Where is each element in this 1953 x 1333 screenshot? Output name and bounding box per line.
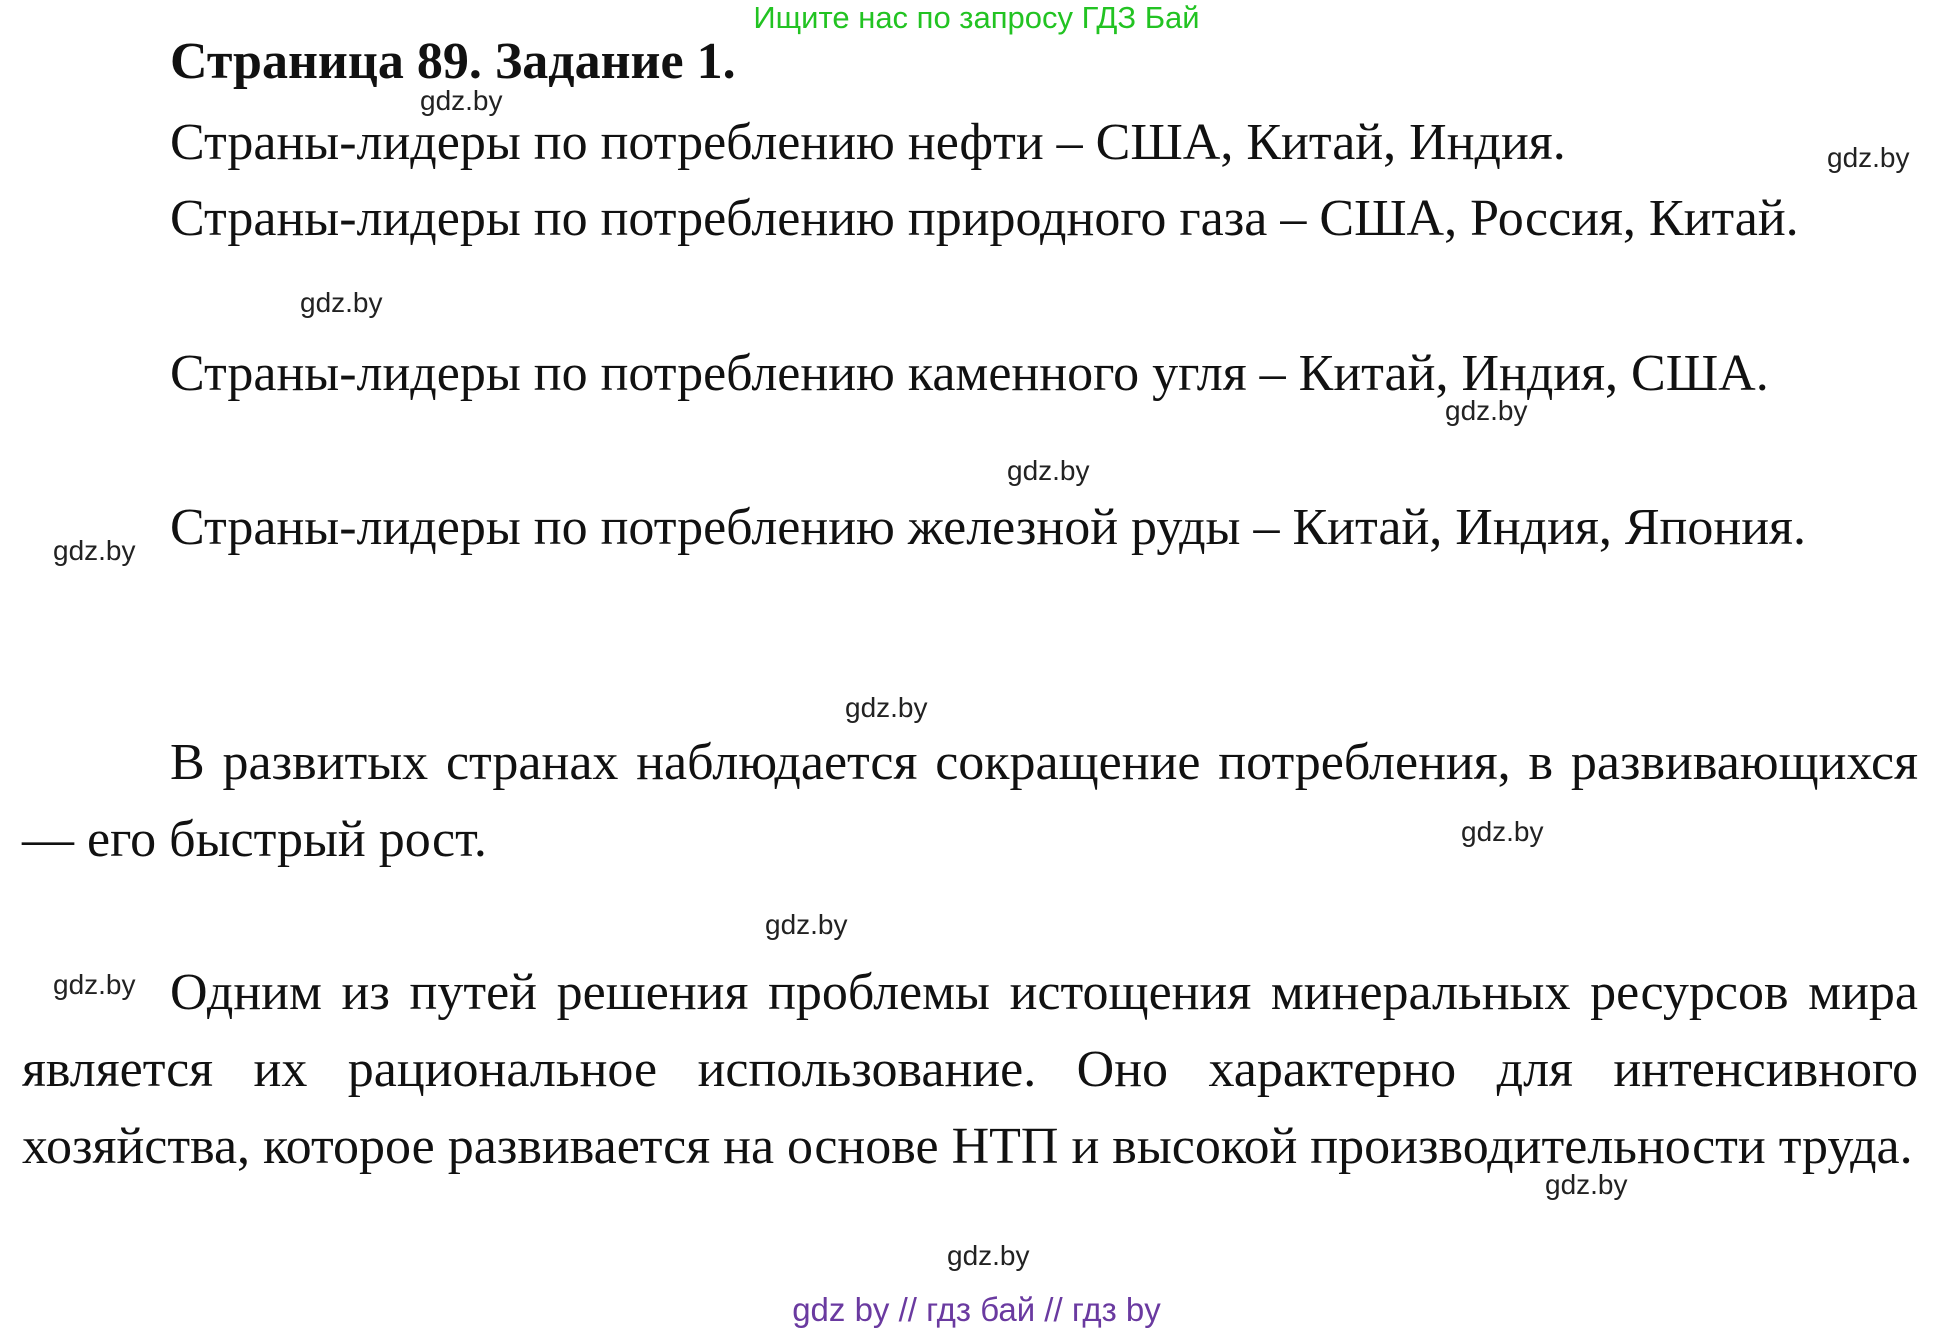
watermark: gdz.by (1545, 1169, 1628, 1200)
watermark: gdz.by (53, 535, 136, 566)
paragraph-resource-depletion: Одним из путей решения проблемы истощения минеральных ресурсов мира является их рациональное использование. Оно характерно для интенсивного хозяйства, которое развивается на основе НТП и высокой производительности труда. (22, 964, 1918, 1175)
watermark: gdz.by (420, 85, 503, 116)
paragraph-coal: Страны-лидеры по потреблению каменного угля – Китай, Индия, США. (170, 345, 1769, 402)
watermark: gdz.by (765, 909, 848, 940)
paragraph-gas: Страны-лидеры по потреблению природного газа – США, Россия, Китай. (170, 190, 1799, 247)
page-title: Страница 89. Задание 1. (170, 33, 736, 90)
paragraph-iron-ore: Страны-лидеры по потреблению железной руды – Китай, Индия, Япония. (170, 499, 1806, 556)
watermark: gdz.by (1445, 395, 1528, 426)
watermark: gdz.by (1007, 455, 1090, 486)
watermark: gdz.by (1461, 816, 1544, 847)
watermark: gdz.by (300, 287, 383, 318)
watermark: gdz.by (53, 969, 136, 1000)
footer-links[interactable]: gdz by // гдз бай // гдз by (792, 1291, 1161, 1328)
watermark: gdz.by (947, 1240, 1030, 1271)
paragraph-consumption-trend: В развитых странах наблюдается сокращение потребления, в развивающихся — его быстрый рост. (22, 734, 1918, 868)
watermark: gdz.by (845, 692, 928, 723)
paragraph-oil: Страны-лидеры по потреблению нефти – США, Китай, Индия. (170, 114, 1566, 171)
top-banner[interactable]: Ищите нас по запросу ГДЗ Бай (753, 0, 1200, 35)
watermark: gdz.by (1827, 142, 1910, 173)
